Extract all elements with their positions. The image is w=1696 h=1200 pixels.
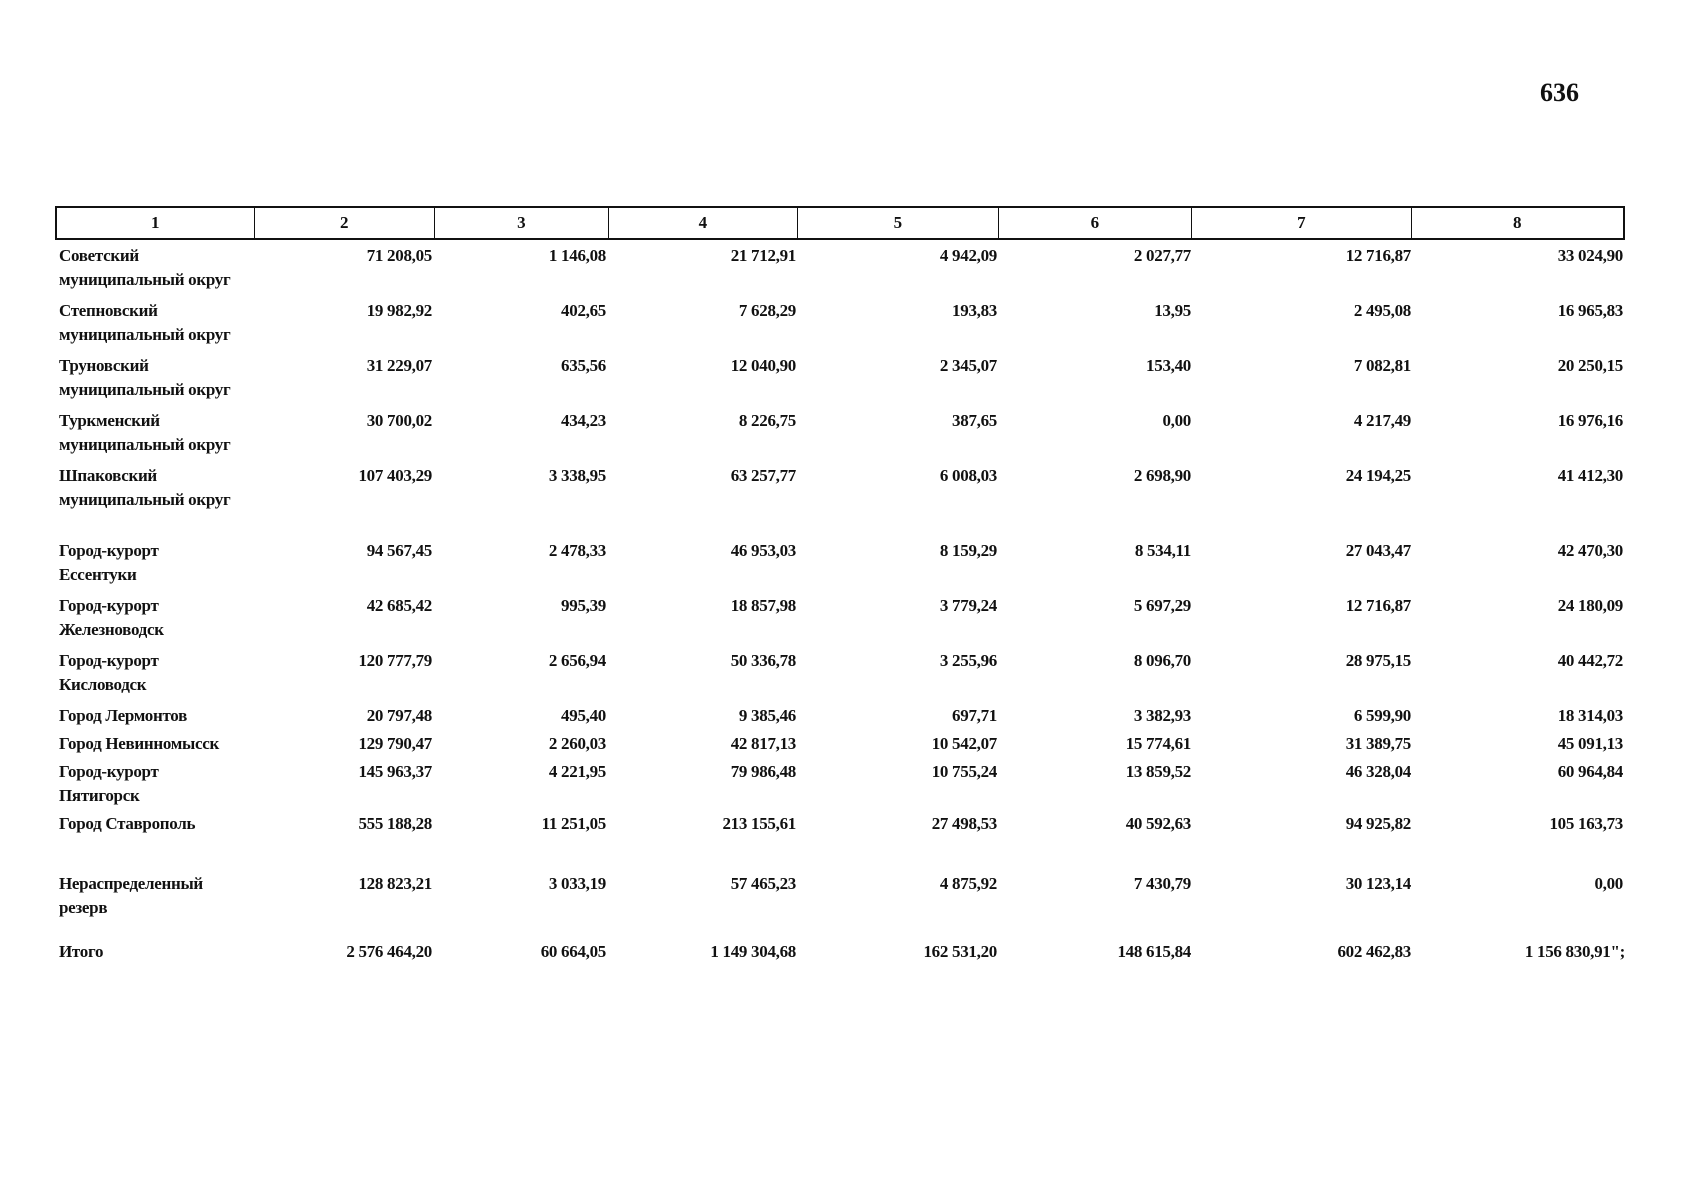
row-name — [55, 409, 253, 457]
cell-value: 3 255,96 — [939, 651, 997, 670]
cell-value: 1 146,08 — [548, 246, 606, 265]
row-name — [55, 594, 253, 642]
row-name-line: Ессентуки — [59, 565, 137, 584]
row-name-line: Город Лермонтов — [59, 706, 187, 725]
row-name — [55, 354, 253, 402]
row-name-line: Нераспределенный — [59, 874, 203, 893]
cell-value: 120 777,79 — [358, 651, 432, 670]
cell-value: 50 336,78 — [730, 651, 796, 670]
cell-value: 995,39 — [561, 596, 606, 615]
cell-value: 495,40 — [561, 706, 606, 725]
table-row — [55, 244, 1625, 292]
cell-value: 105 163,73 — [1549, 814, 1623, 833]
cell-value: 94 567,45 — [366, 541, 432, 560]
cell-value: 5 697,29 — [1133, 596, 1191, 615]
closing-quote-mark: "; — [1610, 942, 1625, 961]
cell-value: 555 188,28 — [358, 814, 432, 833]
cell-value: 8 096,70 — [1133, 651, 1191, 670]
cell-value: 7 082,81 — [1353, 356, 1411, 375]
cell-value: 20 797,48 — [366, 706, 432, 725]
cell-value: 18 857,98 — [730, 596, 796, 615]
cell-value: 10 755,24 — [931, 762, 997, 781]
cell-value: 57 465,23 — [730, 874, 796, 893]
row-name-line: Город-курорт — [59, 541, 159, 560]
cell-value: 7 628,29 — [738, 301, 796, 320]
cell-value: 153,40 — [1146, 356, 1191, 375]
cell-value: 42 685,42 — [366, 596, 432, 615]
table-row — [55, 812, 1625, 836]
column-header: 1 — [57, 208, 255, 238]
cell-value: 79 986,48 — [730, 762, 796, 781]
cell-value: 3 033,19 — [548, 874, 606, 893]
cell-value: 27 043,47 — [1345, 541, 1411, 560]
cell-value: 21 712,91 — [730, 246, 796, 265]
row-name-line: Кисловодск — [59, 675, 147, 694]
cell-value: 41 412,30 — [1557, 466, 1623, 485]
table-row — [55, 872, 1625, 920]
cell-value: 145 963,37 — [358, 762, 432, 781]
cell-value: 27 498,53 — [931, 814, 997, 833]
row-name — [55, 760, 253, 808]
column-header: 6 — [999, 208, 1193, 238]
cell-value: 46 953,03 — [730, 541, 796, 560]
cell-value: 3 338,95 — [548, 466, 606, 485]
row-name-line: муниципальный округ — [59, 270, 231, 289]
row-name-line: резерв — [59, 898, 108, 917]
cell-value: 2 478,33 — [548, 541, 606, 560]
cell-value: 46 328,04 — [1345, 762, 1411, 781]
table-row — [55, 464, 1625, 512]
row-name — [55, 812, 253, 836]
cell-value: 2 260,03 — [548, 734, 606, 753]
cell-value: 3 779,24 — [939, 596, 997, 615]
cell-value: 12 716,87 — [1345, 246, 1411, 265]
table-row — [55, 594, 1625, 642]
row-name-line: муниципальный округ — [59, 435, 231, 454]
row-name-line: Город Ставрополь — [59, 814, 196, 833]
cell-value: 8 159,29 — [939, 541, 997, 560]
cell-value: 3 382,93 — [1133, 706, 1191, 725]
row-name-line: Пятигорск — [59, 786, 140, 805]
row-name — [55, 872, 253, 920]
cell-value: 94 925,82 — [1345, 814, 1411, 833]
cell-value: 60 964,84 — [1557, 762, 1623, 781]
row-name-line: Город-курорт — [59, 651, 159, 670]
cell-value: 19 982,92 — [366, 301, 432, 320]
column-header: 3 — [435, 208, 609, 238]
cell-value: 2 656,94 — [548, 651, 606, 670]
cell-value: 148 615,84 — [1117, 942, 1191, 961]
row-name — [55, 464, 253, 512]
cell-value: 129 790,47 — [358, 734, 432, 753]
cell-value: 30 123,14 — [1345, 874, 1411, 893]
cell-value: 6 008,03 — [939, 466, 997, 485]
cell-value: 128 823,21 — [358, 874, 432, 893]
cell-value: 4 217,49 — [1353, 411, 1411, 430]
cell-value: 434,23 — [561, 411, 606, 430]
cell-value: 4 875,92 — [939, 874, 997, 893]
row-name-line: муниципальный округ — [59, 490, 231, 509]
cell-value: 63 257,77 — [730, 466, 796, 485]
cell-value: 20 250,15 — [1557, 356, 1623, 375]
cell-value: 24 180,09 — [1557, 596, 1623, 615]
row-name — [55, 940, 253, 964]
row-name — [55, 244, 253, 292]
cell-value: 2 495,08 — [1353, 301, 1411, 320]
table-row — [55, 732, 1625, 756]
cell-value: 28 975,15 — [1345, 651, 1411, 670]
cell-value: 30 700,02 — [366, 411, 432, 430]
page-number: 636 — [1540, 78, 1579, 107]
row-name-line: муниципальный округ — [59, 380, 231, 399]
cell-value: 8 226,75 — [738, 411, 796, 430]
cell-value: 24 194,25 — [1345, 466, 1411, 485]
cell-value: 2 576 464,20 — [346, 942, 432, 961]
cell-value: 1 156 830,91"; — [1524, 942, 1625, 961]
cell-value: 7 430,79 — [1133, 874, 1191, 893]
table-row — [55, 704, 1625, 728]
table-row — [55, 299, 1625, 347]
cell-value: 11 251,05 — [541, 814, 606, 833]
column-header: 4 — [609, 208, 799, 238]
cell-value: 193,83 — [952, 301, 997, 320]
total-row — [55, 940, 1625, 964]
cell-value: 42 817,13 — [730, 734, 796, 753]
row-name-line: Город-курорт — [59, 762, 159, 781]
cell-value: 387,65 — [952, 411, 997, 430]
cell-value: 60 664,05 — [540, 942, 606, 961]
cell-value: 31 229,07 — [366, 356, 432, 375]
row-name-line: Туркменский — [59, 411, 160, 430]
cell-value: 16 965,83 — [1557, 301, 1623, 320]
row-name — [55, 649, 253, 697]
cell-value: 602 462,83 — [1337, 942, 1411, 961]
cell-value: 42 470,30 — [1557, 541, 1623, 560]
cell-value: 33 024,90 — [1557, 246, 1623, 265]
row-name-line: Город-курорт — [59, 596, 159, 615]
cell-value: 16 976,16 — [1557, 411, 1623, 430]
column-header: 2 — [255, 208, 436, 238]
column-header: 8 — [1513, 213, 1522, 232]
cell-value: 13,95 — [1154, 301, 1191, 320]
column-header: 5 — [798, 208, 998, 238]
row-name-line: муниципальный округ — [59, 325, 231, 344]
row-name-line: Железноводск — [59, 620, 164, 639]
cell-value: 402,65 — [561, 301, 606, 320]
cell-value: 4 942,09 — [939, 246, 997, 265]
cell-value: 2 345,07 — [939, 356, 997, 375]
cell-value: 40 592,63 — [1125, 814, 1191, 833]
cell-value: 8 534,11 — [1134, 541, 1191, 560]
cell-value: 12 040,90 — [730, 356, 796, 375]
row-name-line: Степновский — [59, 301, 158, 320]
cell-value: 18 314,03 — [1557, 706, 1623, 725]
row-name — [55, 539, 253, 587]
cell-value: 213 155,61 — [722, 814, 796, 833]
cell-value: 10 542,07 — [931, 734, 997, 753]
cell-value: 40 442,72 — [1557, 651, 1623, 670]
cell-value: 107 403,29 — [358, 466, 432, 485]
cell-value: 1 149 304,68 — [710, 942, 796, 961]
cell-value: 12 716,87 — [1345, 596, 1411, 615]
cell-value: 0,00 — [1594, 874, 1623, 893]
row-name-line: Город Невинномысск — [59, 734, 219, 753]
table-row — [55, 760, 1625, 808]
row-name-line: Шпаковский — [59, 466, 157, 485]
row-name — [55, 299, 253, 347]
cell-value: 45 091,13 — [1557, 734, 1623, 753]
row-name — [55, 704, 253, 728]
table-row — [55, 539, 1625, 587]
row-name-line: Труновский — [59, 356, 149, 375]
cell-value: 2 027,77 — [1133, 246, 1191, 265]
cell-value: 15 774,61 — [1125, 734, 1191, 753]
row-name-line: Советский — [59, 246, 139, 265]
cell-value: 162 531,20 — [923, 942, 997, 961]
table-header — [55, 206, 1625, 240]
table-row — [55, 409, 1625, 457]
cell-value: 71 208,05 — [366, 246, 432, 265]
cell-value: 4 221,95 — [548, 762, 606, 781]
row-name-line: Итого — [59, 942, 104, 961]
cell-value: 697,71 — [952, 706, 997, 725]
table-row — [55, 649, 1625, 697]
cell-value: 635,56 — [561, 356, 606, 375]
table-row — [55, 354, 1625, 402]
cell-value: 31 389,75 — [1345, 734, 1411, 753]
cell-value: 0,00 — [1162, 411, 1191, 430]
cell-value: 9 385,46 — [738, 706, 796, 725]
cell-value: 6 599,90 — [1353, 706, 1411, 725]
cell-value: 13 859,52 — [1125, 762, 1191, 781]
column-header: 7 — [1192, 208, 1411, 238]
row-name — [55, 732, 253, 756]
cell-value: 2 698,90 — [1133, 466, 1191, 485]
